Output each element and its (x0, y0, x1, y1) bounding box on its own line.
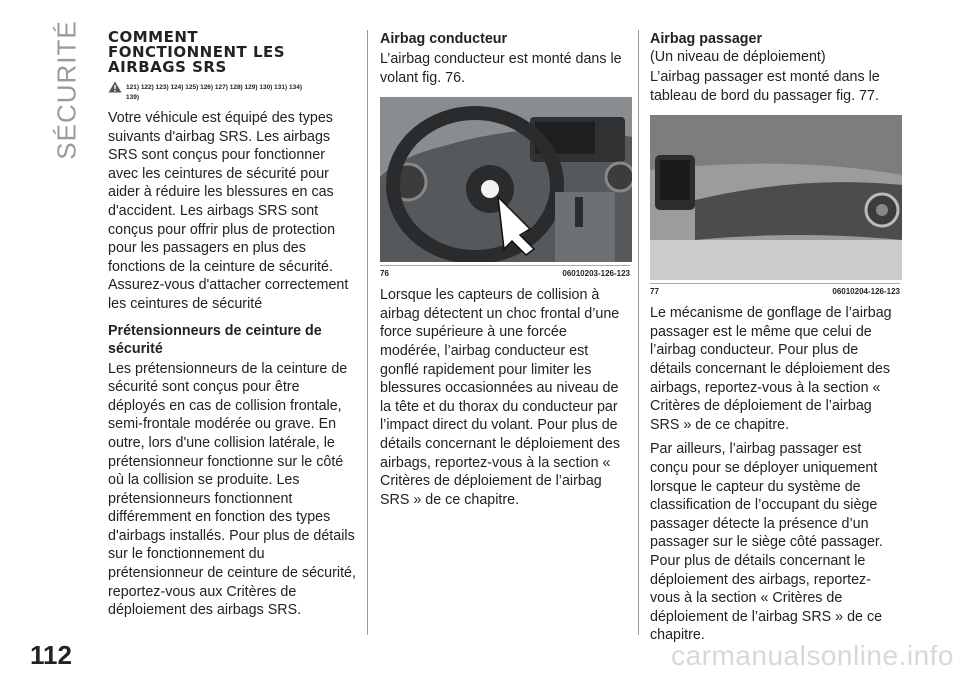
passenger-airbag-paragraph-1: Le mécanisme de gonflage de l’airbag passager est le même que celui de l’airbag conducteur. Pour plus de détails concernant le déploiement des airbags, reportez-vous à la section « Critères de déploiement de l’airbag SRS » de ce chapitre. (650, 305, 892, 433)
passenger-airbag-paragraph-2: Par ailleurs, l’airbag passager est conçu pour se déployer uniquement lorsque le capteur du système de classification de l’occupant du siège passager détecte la présence d’un passager sur le siège côté passager. Pour plus de détails concernant le déploiement des airbags, reportez-vous à la section « Critères de déploiement de l’airbag SRS » de ce chapitre. (650, 441, 883, 644)
column-1 (108, 30, 358, 620)
driver-airbag-heading: Airbag conducteur (380, 31, 508, 47)
dashboard-illustration (650, 115, 902, 280)
passenger-airbag-intro: L’airbag passager est monté dans le tableau de bord du passager fig. 77. (650, 69, 880, 104)
steering-wheel-illustration (380, 97, 632, 262)
column-divider (638, 30, 639, 635)
driver-airbag-intro: L’airbag conducteur est monté dans le volant fig. 76. (380, 51, 622, 86)
warning-triangle-icon (108, 81, 122, 93)
passenger-airbag-subheading: (Un niveau de déploiement) (650, 49, 826, 65)
driver-airbag-paragraph: Lorsque les capteurs de collision à airbag détectent un choc frontal d’une force supérieure à une forcée modérée, l’airbag conducteur est gonflé rapidement pour limiter les blessures occasionnées au niveau de la tête et du thorax du conducteur par l’impact direct du volant. Pour plus de détails concernant le déploiement des airbags, reportez-vous à la section « Critères de déploiement de l’airbag SRS » de ce chapitre. (380, 287, 621, 508)
figure-77-caption: 77 06010204-126-123 (650, 283, 900, 296)
figure-76-caption: 76 06010203-126-123 (380, 265, 630, 278)
warning-references: 121) 122) 123) 124) 125) 126) 127) 128) 129) 130) 131) 134) 139) (108, 83, 358, 103)
watermark: carmanualsonline.info (671, 640, 954, 671)
pretensioner-heading: Prétensionneurs de ceinture de sécurité (108, 322, 322, 357)
figure-76-steering-wheel (380, 97, 632, 262)
figure-77-dashboard (650, 115, 902, 280)
intro-paragraph: Votre véhicule est équipé des types suivants d'airbag SRS. Les airbags SRS sont conçus pour fonctionner avec les ceintures de sécurité pour aider à réduire les blessures en cas d'accident. Les airbags SRS sont conçus pour offrir plus de protection pour les passagers en plus des fonctions de la ceinture de sécurité. Assurez-vous d'attacher correctement les ceintures de sécurité (108, 110, 349, 312)
column-2 (380, 30, 630, 509)
column-3 (650, 30, 900, 645)
column-divider (367, 30, 368, 635)
passenger-airbag-heading: Airbag passager (650, 31, 763, 47)
page-number: 112 (30, 640, 72, 670)
section-title: COMMENT FONCTIONNENT LES AIRBAGS SRS (108, 28, 286, 76)
pretensioner-paragraph: Les prétensionneurs de la ceinture de sécurité sont conçus pour être déployés en cas de collision frontale, semi-frontale modérée ou grave. En outre, lors d'une collision latérale, le prétensionneur fonctionne sur le côté où la collision se produite. Les prétensionneurs fonctionnent différemment en fonction des types d'airbags installés. Pour plus de détails sur le fonctionnement du prétensionneur de ceinture de sécurité, reportez-vous aux Critères de déploiement des airbags SRS. (108, 360, 356, 619)
section-tab: SÉCURITÉ (51, 20, 82, 160)
